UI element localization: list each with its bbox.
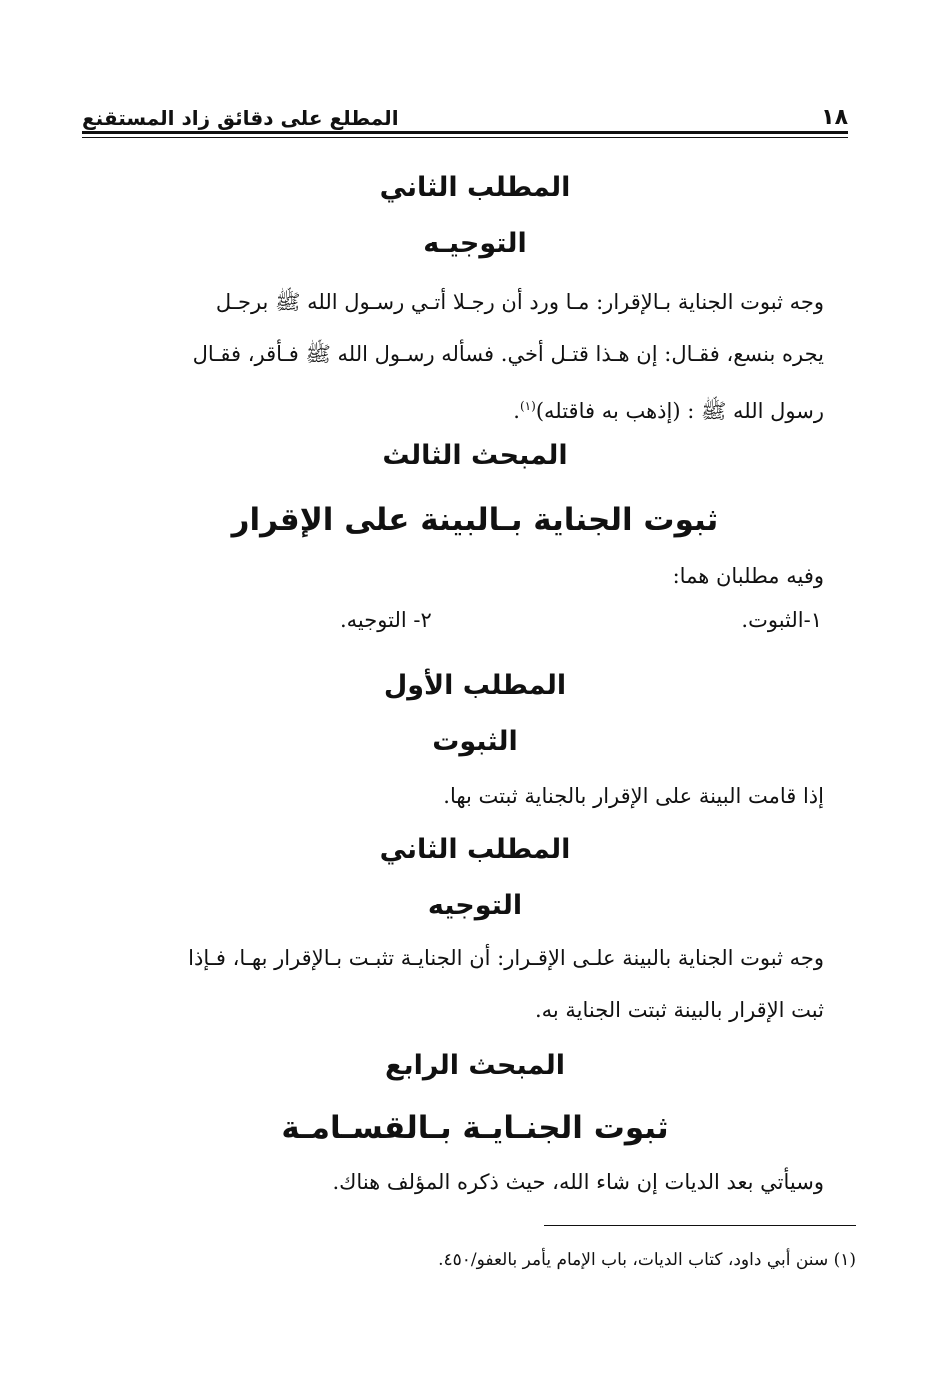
paragraph-line: وجه ثبوت الجناية بـالإقرار: مـا ورد أن رجـلا أتـي رسـول الله ﷺ برجـل (215, 290, 824, 314)
section-heading: المطلب الثاني (379, 172, 571, 203)
paragraph-line: يجره بنسع، فقـال: إن هـذا قتـل أخي. فسأله رسـول الله ﷺ فـأقر، فقـال (192, 342, 824, 366)
section-subheading: التوجيـه (423, 228, 527, 259)
paragraph-line: وجه ثبوت الجناية بالبينة علـى الإقـرار: أن الجنايـة تثبـت بـالإقرار بهـا، فـإذا (188, 946, 824, 970)
hadith-text: رسول الله ﷺ : (إذهب به فاقتله) (535, 399, 824, 423)
chapter-heading: المبحث الثالث (382, 440, 568, 471)
paragraph-line: ثبت الإقرار بالبينة ثبتت الجناية به. (534, 998, 824, 1022)
page-number: ١٨ (821, 105, 848, 130)
footnote-ref: (١) (519, 399, 536, 413)
chapter-heading: المبحث الرابع (385, 1050, 565, 1081)
subsection-title: الثبوت (432, 726, 518, 757)
list-item: ١-الثبوت. (741, 608, 822, 632)
paragraph-line (92, 380, 824, 437)
paragraph-line: إذا قامت البينة على الإقرار بالجناية ثبتت بها. (443, 784, 824, 808)
paragraph-line: وسيأتي بعد الديات إن شاء الله، حيث ذكره المؤلف هناك. (332, 1170, 824, 1194)
subsection-heading: المطلب الثاني (379, 834, 571, 865)
intro-text: وفيه مطلبان هما: (672, 564, 824, 588)
list-item: ٢- التوجيه. (340, 608, 432, 632)
running-header (82, 86, 848, 130)
chapter-title: ثبوت الجناية بـالبينة على الإقرار (231, 502, 719, 538)
chapter-title: ثبوت الجنـايـة بـالقسـامـة (281, 1110, 669, 1146)
footnote: (١) سنن أبي داود، كتاب الديات، باب الإمام يأمر بالعفو/٤٥٠. (438, 1250, 856, 1270)
running-title: المطلع على دقائق زاد المستقنع (82, 106, 399, 130)
header-rule-thin (82, 137, 848, 138)
subsection-title: التوجيه (427, 890, 523, 921)
header-rule-thick (82, 131, 848, 134)
period: . (513, 399, 520, 423)
subsection-heading: المطلب الأول (383, 670, 567, 701)
footnote-rule (544, 1225, 856, 1226)
subsection-list (340, 608, 822, 632)
